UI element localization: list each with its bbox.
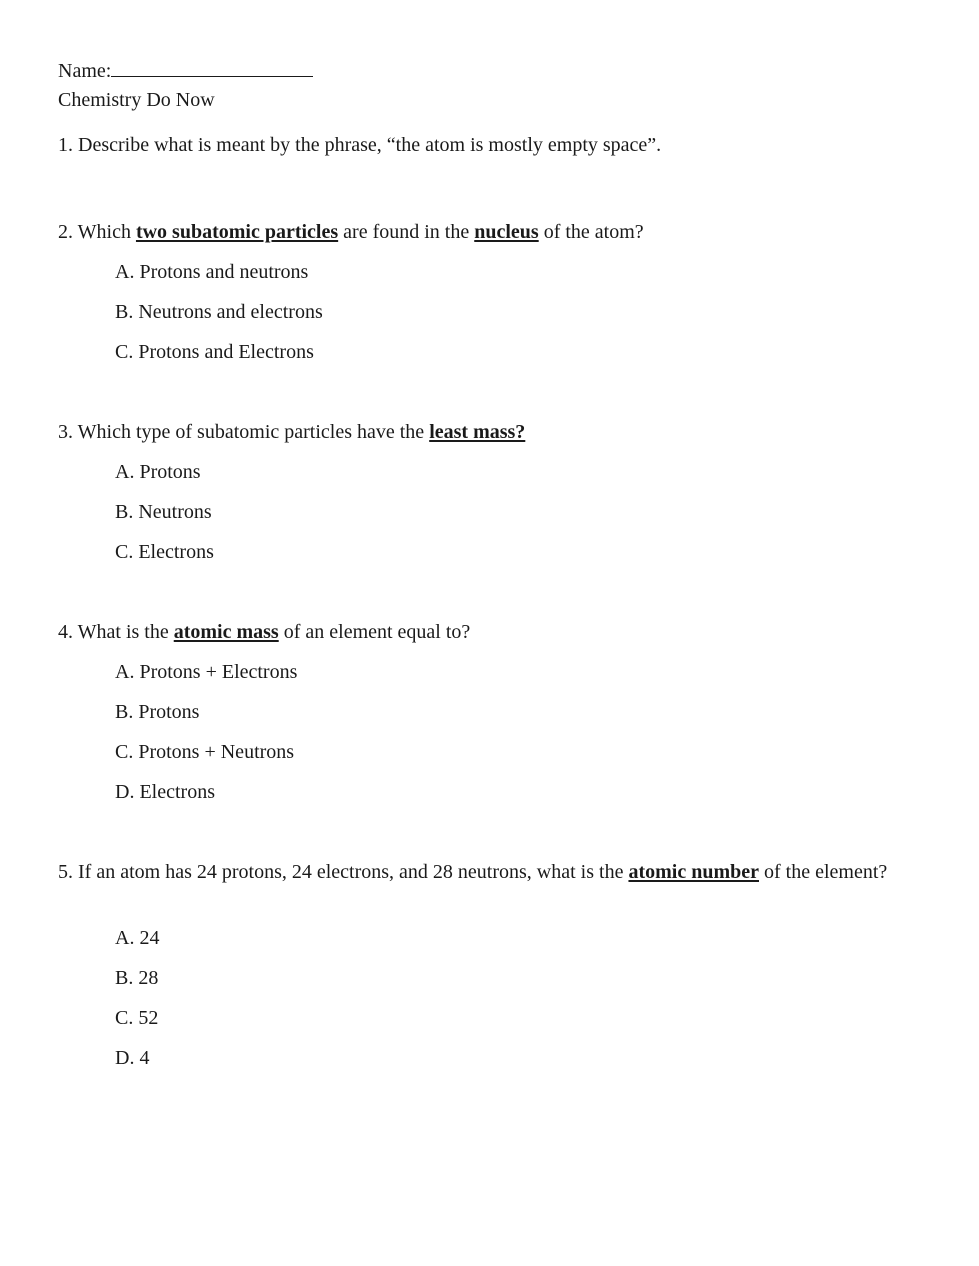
q2-option-a[interactable]: A. Protons and neutrons [115, 261, 309, 283]
q2-option-b[interactable]: B. Neutrons and electrons [115, 301, 323, 323]
q5-option-b[interactable]: B. 28 [115, 967, 159, 989]
question-5 [58, 858, 938, 886]
question-1: 1. Describe what is meant by the phrase, “the atom is mostly empty space”. [58, 134, 662, 156]
q2-keyword-nucleus: nucleus [474, 221, 539, 243]
name-field [58, 58, 313, 83]
q4-option-d[interactable]: D. Electrons [115, 781, 215, 803]
q5-text-pre: 5. If an atom has 24 protons, 24 electrons, and 28 neutrons, what is the [58, 861, 629, 883]
q4-keyword-atomic-mass: atomic mass [173, 621, 279, 643]
q2-text-mid: are found in the [338, 221, 475, 243]
q4-option-c[interactable]: C. Protons + Neutrons [115, 741, 295, 763]
q5-keyword-atomic-number: atomic number [628, 861, 759, 883]
q3-option-a[interactable]: A. Protons [115, 461, 201, 483]
q3-keyword-least-mass: least mass? [429, 421, 526, 443]
worksheet-title: Chemistry Do Now [58, 89, 215, 111]
q3-option-b[interactable]: B. Neutrons [115, 501, 212, 523]
q3-text-pre: 3. Which type of subatomic particles have the [58, 421, 430, 443]
q3-option-c[interactable]: C. Electrons [115, 541, 214, 563]
name-blank-line[interactable] [111, 58, 313, 77]
q2-keyword-subatomic: two subatomic particles [135, 221, 339, 243]
q4-option-b[interactable]: B. Protons [115, 701, 200, 723]
question-4 [58, 620, 470, 644]
q4-option-a[interactable]: A. Protons + Electrons [115, 661, 298, 683]
name-label: Name: [58, 60, 112, 82]
q2-text-pre: 2. Which [58, 221, 136, 243]
q4-text-pre: 4. What is the [58, 621, 174, 643]
q5-text-post: of the element? [759, 861, 888, 883]
q5-option-c[interactable]: C. 52 [115, 1007, 159, 1029]
q2-option-c[interactable]: C. Protons and Electrons [115, 341, 314, 363]
q4-text-post: of an element equal to? [278, 621, 471, 643]
question-2 [58, 220, 644, 244]
q2-text-post: of the atom? [538, 221, 644, 243]
q5-option-a[interactable]: A. 24 [115, 927, 160, 949]
question-3 [58, 420, 525, 444]
q5-option-d[interactable]: D. 4 [115, 1047, 150, 1069]
